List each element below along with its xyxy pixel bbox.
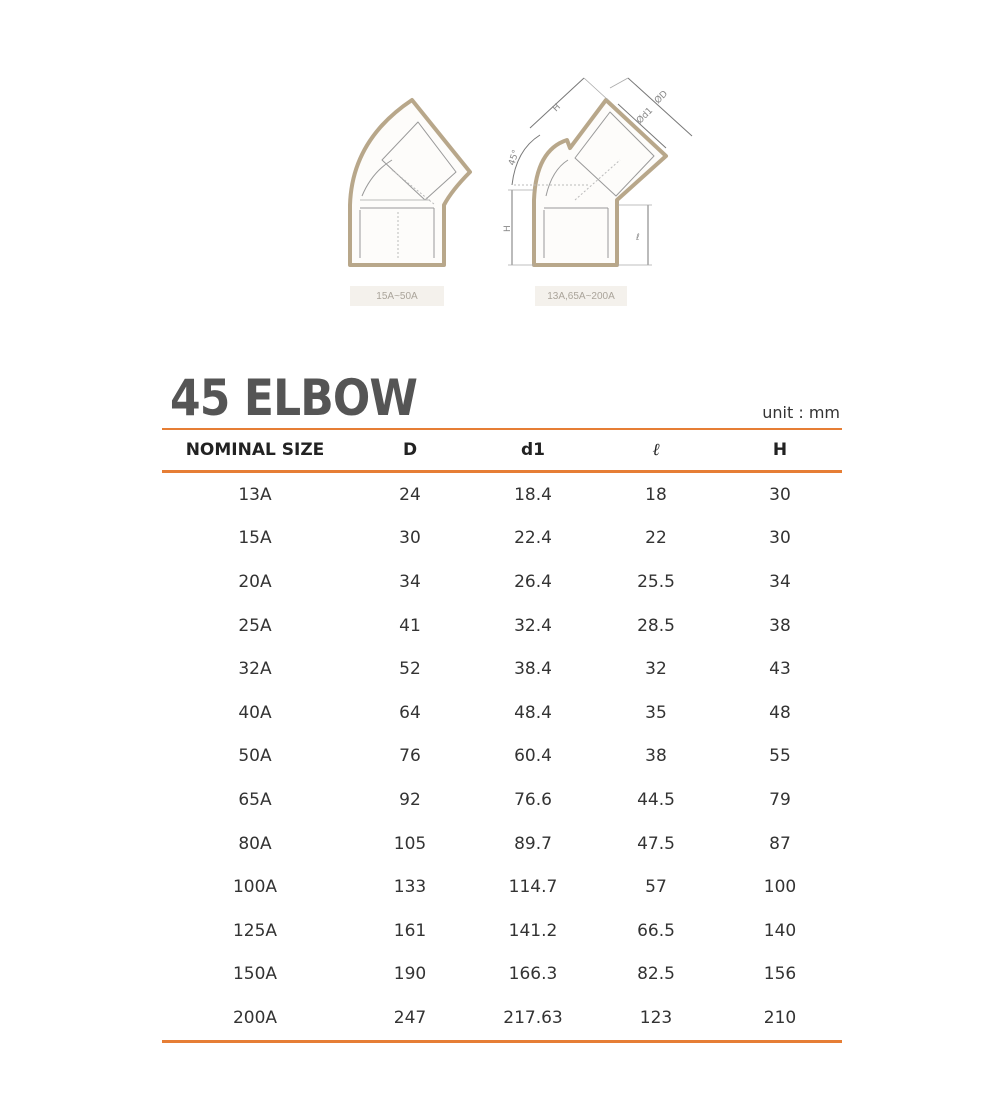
elbow-drawing-large (508, 78, 692, 265)
cell-ell: 66.5 (637, 920, 675, 941)
table-row (162, 604, 842, 648)
cell-h: 140 (763, 920, 797, 941)
cell-nominal-size: 40A (238, 702, 272, 723)
cell-ell: 47.5 (637, 833, 675, 854)
cell-d: 41 (399, 615, 421, 636)
cell-nominal-size: 32A (238, 659, 272, 680)
header-ell: ℓ (652, 440, 660, 460)
cell-nominal-size: 150A (232, 964, 278, 985)
elbow-diagram (0, 0, 992, 320)
elbow-drawing-small (350, 100, 470, 265)
cell-d: 247 (393, 1007, 427, 1028)
table-row (162, 996, 842, 1041)
header-d: D (402, 440, 418, 460)
cell-ell: 32 (645, 659, 667, 680)
cell-nominal-size: 125A (232, 920, 278, 941)
cell-ell: 38 (645, 746, 667, 767)
table-row (162, 691, 842, 735)
header-h: H (772, 440, 788, 460)
cell-d1: 114.7 (508, 877, 558, 898)
cell-ell: 25.5 (637, 571, 675, 592)
dim-label-h-top: H (551, 102, 563, 115)
dim-label-angle: 45° (507, 148, 522, 167)
cell-ell: 82.5 (637, 964, 675, 985)
cell-h: 34 (769, 571, 791, 592)
table-row (162, 865, 842, 909)
table-row (162, 560, 842, 604)
cell-d: 190 (393, 964, 427, 985)
cell-ell: 44.5 (637, 789, 675, 810)
header-d1: d1 (521, 440, 545, 460)
table-header-row (162, 429, 842, 472)
cell-ell: 35 (645, 702, 667, 723)
caption-large-sizes: 13A,65A~200A (535, 286, 627, 306)
cell-nominal-size: 65A (238, 789, 272, 810)
cell-h: 100 (763, 877, 797, 898)
cell-nominal-size: 100A (232, 877, 278, 898)
table-row (162, 647, 842, 691)
cell-d: 92 (399, 789, 421, 810)
unit-label: unit : mm (762, 403, 840, 422)
cell-d: 64 (399, 702, 421, 723)
table-row (162, 909, 842, 953)
cell-d1: 60.4 (514, 746, 552, 767)
dimension-table (162, 428, 842, 1043)
header-nominal-size: NOMINAL SIZE (185, 440, 325, 460)
caption-small-sizes: 15A~50A (350, 286, 444, 306)
cell-d: 161 (393, 920, 427, 941)
cell-nominal-size: 20A (238, 571, 272, 592)
cell-d: 105 (393, 833, 427, 854)
cell-nominal-size: 25A (238, 615, 272, 636)
dim-label-phi-d1: Ød1 (635, 105, 656, 127)
cell-d1: 166.3 (508, 964, 558, 985)
cell-ell: 123 (639, 1007, 673, 1028)
cell-d1: 22.4 (514, 528, 552, 549)
cell-h: 48 (769, 702, 791, 723)
cell-h: 210 (763, 1007, 797, 1028)
cell-ell: 22 (645, 528, 667, 549)
cell-nominal-size: 13A (238, 484, 272, 505)
cell-ell: 28.5 (637, 615, 675, 636)
cell-ell: 18 (645, 484, 667, 505)
cell-h: 87 (769, 833, 791, 854)
cell-d1: 141.2 (508, 920, 558, 941)
cell-d: 30 (399, 528, 421, 549)
cell-d: 34 (399, 571, 421, 592)
cell-d1: 38.4 (514, 659, 552, 680)
table-row (162, 517, 842, 561)
table-row (162, 735, 842, 779)
dim-label-phi-d: ØD (653, 89, 671, 107)
cell-nominal-size: 50A (238, 746, 272, 767)
table-row (162, 822, 842, 866)
cell-d: 76 (399, 746, 421, 767)
cell-h: 38 (769, 615, 791, 636)
cell-d1: 217.63 (503, 1007, 563, 1028)
cell-h: 79 (769, 789, 791, 810)
cell-d1: 18.4 (514, 484, 552, 505)
cell-h: 55 (769, 746, 791, 767)
cell-nominal-size: 80A (238, 833, 272, 854)
cell-ell: 57 (645, 877, 667, 898)
cell-h: 30 (769, 484, 791, 505)
dim-label-ell: ℓ (636, 233, 640, 243)
table-row (162, 778, 842, 822)
cell-d1: 89.7 (514, 833, 552, 854)
cell-d1: 26.4 (514, 571, 552, 592)
cell-d: 133 (393, 877, 427, 898)
dim-label-h-side: H (503, 225, 513, 232)
cell-d: 24 (399, 484, 421, 505)
cell-d: 52 (399, 659, 421, 680)
cell-d1: 32.4 (514, 615, 552, 636)
page-title: 45 ELBOW (170, 369, 418, 427)
cell-nominal-size: 200A (232, 1007, 278, 1028)
table-row (162, 472, 842, 517)
cell-h: 30 (769, 528, 791, 549)
table-row (162, 953, 842, 997)
cell-h: 156 (763, 964, 797, 985)
cell-d1: 76.6 (514, 789, 552, 810)
cell-h: 43 (769, 659, 791, 680)
cell-d1: 48.4 (514, 702, 552, 723)
cell-nominal-size: 15A (238, 528, 272, 549)
